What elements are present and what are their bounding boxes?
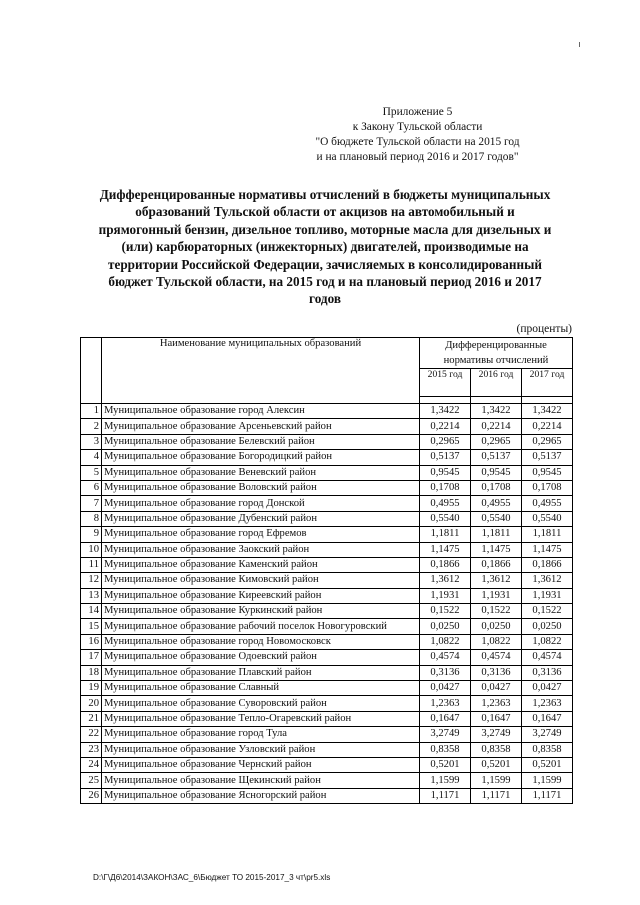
value-2016: 1,1475 bbox=[471, 542, 522, 557]
table-row bbox=[81, 634, 573, 649]
municipality-name: Муниципальное образование город Тула bbox=[102, 727, 420, 742]
value-2015: 0,2965 bbox=[420, 434, 471, 449]
table-row bbox=[81, 619, 573, 634]
title-line: годов bbox=[309, 291, 341, 307]
value-2016: 1,3612 bbox=[471, 573, 522, 588]
row-number: 20 bbox=[81, 696, 102, 711]
value-2015: 1,1811 bbox=[420, 527, 471, 542]
title-line: прямогонный бензин, дизельное топливо, моторные масла для дизельных и bbox=[98, 221, 552, 237]
value-2015: 1,3612 bbox=[420, 573, 471, 588]
table-row bbox=[81, 773, 573, 788]
header-year-2016: 2016 год bbox=[471, 369, 522, 397]
header-spacer bbox=[420, 397, 471, 404]
value-2017: 0,5540 bbox=[522, 511, 573, 526]
value-2015: 0,3136 bbox=[420, 665, 471, 680]
municipality-name: Муниципальное образование Куркинский район bbox=[102, 604, 420, 619]
value-2017: 0,9545 bbox=[522, 465, 573, 480]
municipality-name: Муниципальное образование Арсеньевский район bbox=[102, 419, 420, 434]
row-number: 2 bbox=[81, 419, 102, 434]
value-2017: 1,1171 bbox=[522, 788, 573, 803]
row-number: 16 bbox=[81, 634, 102, 649]
appendix-line: Приложение 5 bbox=[382, 106, 453, 118]
value-2015: 1,0822 bbox=[420, 634, 471, 649]
header-group-line: Дифференцированные bbox=[445, 340, 547, 351]
row-number: 15 bbox=[81, 619, 102, 634]
row-number: 24 bbox=[81, 757, 102, 772]
value-2016: 1,1171 bbox=[471, 788, 522, 803]
units-label: (проценты) bbox=[516, 323, 572, 335]
title-line: (или) карбюраторных (инжекторных) двигателей, производимые на bbox=[121, 239, 529, 255]
municipality-name: Муниципальное образование Узловский район bbox=[102, 742, 420, 757]
value-2016: 0,4574 bbox=[471, 650, 522, 665]
norms-table bbox=[80, 337, 573, 804]
value-2017: 0,0250 bbox=[522, 619, 573, 634]
value-2015: 1,1475 bbox=[420, 542, 471, 557]
value-2016: 1,2363 bbox=[471, 696, 522, 711]
row-number: 25 bbox=[81, 773, 102, 788]
row-number: 19 bbox=[81, 681, 102, 696]
title-line: Дифференцированные нормативы отчислений в бюджеты муниципальных bbox=[99, 187, 551, 202]
value-2015: 0,5540 bbox=[420, 511, 471, 526]
title-line: территории Российской Федерации, зачисляемых в консолидированный bbox=[108, 256, 542, 272]
row-number: 8 bbox=[81, 511, 102, 526]
value-2015: 1,2363 bbox=[420, 696, 471, 711]
row-number: 6 bbox=[81, 480, 102, 495]
row-number: 22 bbox=[81, 727, 102, 742]
value-2015: 0,2214 bbox=[420, 419, 471, 434]
value-2016: 0,1647 bbox=[471, 711, 522, 726]
value-2016: 0,4955 bbox=[471, 496, 522, 511]
file-path-footer: D:\Г\Д6\2014\ЗАКОН\ЗАС_6\Бюджет ТО 2015-2017_3 чт\pr5.xls bbox=[93, 873, 331, 882]
row-number: 7 bbox=[81, 496, 102, 511]
table-row bbox=[81, 419, 573, 434]
row-number: 4 bbox=[81, 450, 102, 465]
value-2017: 0,4574 bbox=[522, 650, 573, 665]
municipality-name: Муниципальное образование Славный bbox=[102, 681, 420, 696]
value-2016: 0,1866 bbox=[471, 557, 522, 572]
value-2015: 0,1522 bbox=[420, 604, 471, 619]
value-2017: 1,3422 bbox=[522, 404, 573, 419]
row-number: 12 bbox=[81, 573, 102, 588]
value-2016: 0,2965 bbox=[471, 434, 522, 449]
header-name-cell: Наименование муниципальных образований bbox=[102, 338, 420, 404]
value-2016: 0,0250 bbox=[471, 619, 522, 634]
municipality-name: Муниципальное образование Кимовский район bbox=[102, 573, 420, 588]
table-row bbox=[81, 527, 573, 542]
value-2017: 0,5201 bbox=[522, 757, 573, 772]
value-2016: 0,9545 bbox=[471, 465, 522, 480]
table-row bbox=[81, 757, 573, 772]
appendix-block bbox=[290, 105, 545, 165]
value-2017: 0,0427 bbox=[522, 681, 573, 696]
value-2015: 1,3422 bbox=[420, 404, 471, 419]
table-row bbox=[81, 542, 573, 557]
value-2016: 0,5201 bbox=[471, 757, 522, 772]
value-2017: 1,3612 bbox=[522, 573, 573, 588]
value-2016: 0,1522 bbox=[471, 604, 522, 619]
row-number: 13 bbox=[81, 588, 102, 603]
value-2016: 1,1599 bbox=[471, 773, 522, 788]
value-2016: 1,1931 bbox=[471, 588, 522, 603]
value-2017: 1,1931 bbox=[522, 588, 573, 603]
municipality-name: Муниципальное образование город Ефремов bbox=[102, 527, 420, 542]
municipality-name: Муниципальное образование Каменский район bbox=[102, 557, 420, 572]
municipality-name: Муниципальное образование Веневский район bbox=[102, 465, 420, 480]
table-row bbox=[81, 511, 573, 526]
value-2015: 0,1647 bbox=[420, 711, 471, 726]
row-number: 14 bbox=[81, 604, 102, 619]
table-row bbox=[81, 711, 573, 726]
table-row bbox=[81, 465, 573, 480]
value-2016: 0,5137 bbox=[471, 450, 522, 465]
appendix-line: "О бюджете Тульской области на 2015 год bbox=[315, 136, 520, 148]
value-2017: 0,1708 bbox=[522, 480, 573, 495]
table-row bbox=[81, 480, 573, 495]
table-row bbox=[81, 665, 573, 680]
municipality-name: Муниципальное образование Чернский район bbox=[102, 757, 420, 772]
table-row bbox=[81, 727, 573, 742]
header-spacer bbox=[471, 397, 522, 404]
table-row bbox=[81, 588, 573, 603]
value-2015: 0,5201 bbox=[420, 757, 471, 772]
row-number: 9 bbox=[81, 527, 102, 542]
municipality-name: Муниципальное образование рабочий поселок Новогуровский bbox=[102, 619, 420, 634]
row-number: 23 bbox=[81, 742, 102, 757]
value-2015: 0,0250 bbox=[420, 619, 471, 634]
value-2015: 0,9545 bbox=[420, 465, 471, 480]
value-2016: 0,8358 bbox=[471, 742, 522, 757]
value-2017: 3,2749 bbox=[522, 727, 573, 742]
appendix-line: к Закону Тульской области bbox=[352, 121, 483, 133]
value-2017: 1,1811 bbox=[522, 527, 573, 542]
table-row bbox=[81, 450, 573, 465]
header-spacer bbox=[522, 397, 573, 404]
municipality-name: Муниципальное образование Щекинский район bbox=[102, 773, 420, 788]
value-2017: 0,1866 bbox=[522, 557, 573, 572]
table-row bbox=[81, 788, 573, 803]
value-2016: 1,1811 bbox=[471, 527, 522, 542]
value-2015: 0,0427 bbox=[420, 681, 471, 696]
municipality-name: Муниципальное образование город Донской bbox=[102, 496, 420, 511]
municipality-name: Муниципальное образование Суворовский район bbox=[102, 696, 420, 711]
value-2017: 0,2965 bbox=[522, 434, 573, 449]
value-2015: 0,8358 bbox=[420, 742, 471, 757]
municipality-name: Муниципальное образование Одоевский район bbox=[102, 650, 420, 665]
table-row bbox=[81, 681, 573, 696]
title-line: бюджет Тульской области, на 2015 год и на плановый период 2016 и 2017 bbox=[108, 274, 542, 290]
corner-mark bbox=[579, 42, 580, 47]
value-2016: 0,0427 bbox=[471, 681, 522, 696]
row-number: 5 bbox=[81, 465, 102, 480]
header-year-2017: 2017 год bbox=[522, 369, 573, 397]
header-year-2015: 2015 год bbox=[420, 369, 471, 397]
municipality-name: Муниципальное образование Киреевский район bbox=[102, 588, 420, 603]
table-row bbox=[81, 604, 573, 619]
value-2015: 0,1866 bbox=[420, 557, 471, 572]
row-number: 1 bbox=[81, 404, 102, 419]
row-number: 3 bbox=[81, 434, 102, 449]
municipality-name: Муниципальное образование Дубенский район bbox=[102, 511, 420, 526]
value-2016: 1,0822 bbox=[471, 634, 522, 649]
row-number: 10 bbox=[81, 542, 102, 557]
value-2015: 0,1708 bbox=[420, 480, 471, 495]
value-2015: 1,1931 bbox=[420, 588, 471, 603]
table-row bbox=[81, 650, 573, 665]
municipality-name: Муниципальное образование город Алексин bbox=[102, 404, 420, 419]
value-2015: 1,1599 bbox=[420, 773, 471, 788]
value-2017: 0,2214 bbox=[522, 419, 573, 434]
value-2016: 1,3422 bbox=[471, 404, 522, 419]
table-row bbox=[81, 573, 573, 588]
value-2015: 0,5137 bbox=[420, 450, 471, 465]
row-number: 11 bbox=[81, 557, 102, 572]
header-group-cell bbox=[420, 338, 573, 369]
municipality-name: Муниципальное образование город Новомосковск bbox=[102, 634, 420, 649]
value-2016: 0,5540 bbox=[471, 511, 522, 526]
value-2016: 0,3136 bbox=[471, 665, 522, 680]
municipality-name: Муниципальное образование Тепло-Огаревский район bbox=[102, 711, 420, 726]
value-2015: 1,1171 bbox=[420, 788, 471, 803]
value-2016: 0,1708 bbox=[471, 480, 522, 495]
value-2017: 0,5137 bbox=[522, 450, 573, 465]
table-row bbox=[81, 434, 573, 449]
value-2017: 0,8358 bbox=[522, 742, 573, 757]
table-row bbox=[81, 496, 573, 511]
table-row bbox=[81, 742, 573, 757]
document-title bbox=[60, 186, 590, 308]
table-row bbox=[81, 557, 573, 572]
row-number: 17 bbox=[81, 650, 102, 665]
row-number: 21 bbox=[81, 711, 102, 726]
header-number-cell bbox=[81, 338, 102, 404]
municipality-name: Муниципальное образование Богородицкий район bbox=[102, 450, 420, 465]
row-number: 18 bbox=[81, 665, 102, 680]
value-2017: 1,1599 bbox=[522, 773, 573, 788]
title-line: образований Тульской области от акцизов на автомобильный и bbox=[135, 204, 515, 220]
value-2017: 1,2363 bbox=[522, 696, 573, 711]
value-2015: 0,4574 bbox=[420, 650, 471, 665]
value-2017: 0,4955 bbox=[522, 496, 573, 511]
value-2017: 0,1647 bbox=[522, 711, 573, 726]
municipality-name: Муниципальное образование Плавский район bbox=[102, 665, 420, 680]
value-2015: 0,4955 bbox=[420, 496, 471, 511]
value-2015: 3,2749 bbox=[420, 727, 471, 742]
value-2016: 3,2749 bbox=[471, 727, 522, 742]
municipality-name: Муниципальное образование Белевский район bbox=[102, 434, 420, 449]
header-group-line: нормативы отчислений bbox=[443, 355, 549, 366]
municipality-name: Муниципальное образование Воловский район bbox=[102, 480, 420, 495]
table-row bbox=[81, 696, 573, 711]
table-body bbox=[81, 404, 573, 804]
appendix-line: и на плановый период 2016 и 2017 годов" bbox=[316, 151, 519, 163]
value-2017: 0,1522 bbox=[522, 604, 573, 619]
value-2017: 0,3136 bbox=[522, 665, 573, 680]
municipality-name: Муниципальное образование Ясногорский район bbox=[102, 788, 420, 803]
value-2017: 1,1475 bbox=[522, 542, 573, 557]
table-row bbox=[81, 404, 573, 419]
value-2017: 1,0822 bbox=[522, 634, 573, 649]
municipality-name: Муниципальное образование Заокский район bbox=[102, 542, 420, 557]
value-2016: 0,2214 bbox=[471, 419, 522, 434]
row-number: 26 bbox=[81, 788, 102, 803]
